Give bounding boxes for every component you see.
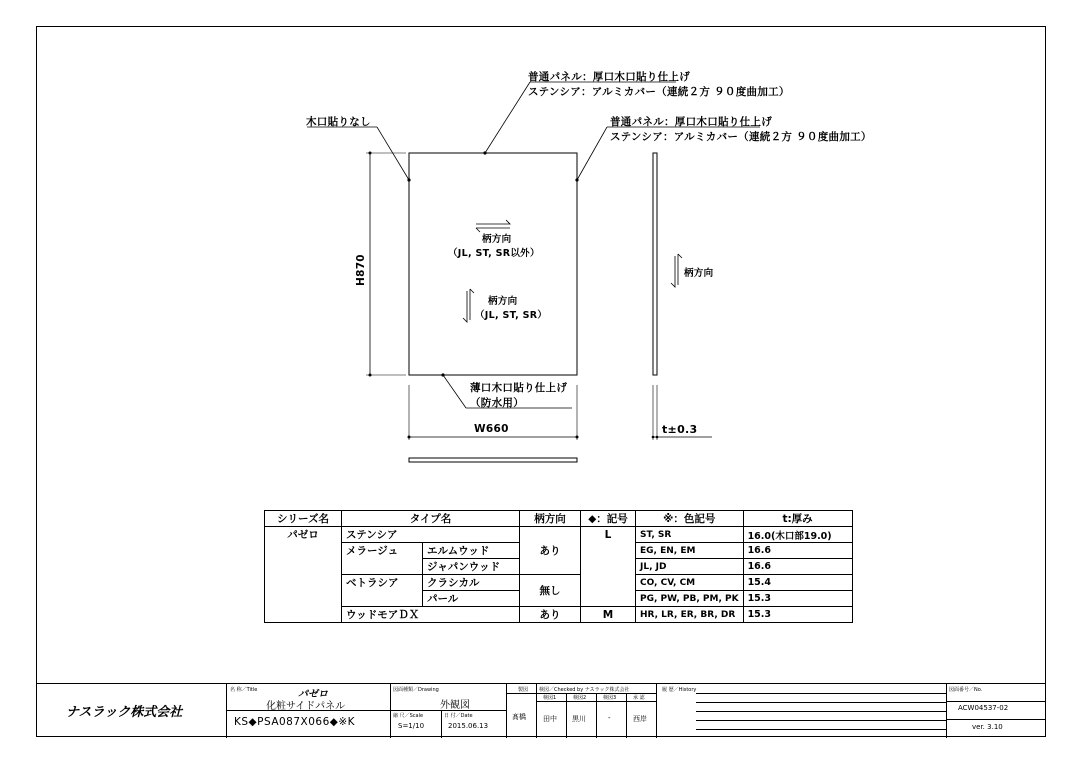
title: パゼロ bbox=[298, 689, 328, 700]
title-block bbox=[36, 683, 1046, 738]
grain-v-label: 柄方向 bbox=[488, 296, 518, 307]
callout-bottom-line2: （防水用） bbox=[470, 397, 524, 409]
header-grain: 柄方向 bbox=[520, 511, 581, 527]
type-name: ウッドモアＤＸ bbox=[342, 607, 520, 623]
subtitle: 化粧サイドパネル bbox=[266, 701, 346, 712]
type-name: メラージュ bbox=[342, 543, 423, 559]
check-label: 検図／Checked by ナスラック株式会社 bbox=[539, 687, 630, 693]
callout-bottom-line1: 薄口木口貼り仕上げ bbox=[470, 382, 568, 394]
type-sub: ジャパンウッド bbox=[423, 559, 520, 575]
scale: S=1/10 bbox=[398, 722, 425, 730]
check1-name: 田中 bbox=[543, 715, 557, 723]
type-sub: エルムウッド bbox=[423, 543, 520, 559]
thickness: 15.4 bbox=[743, 575, 852, 591]
symbol-blank bbox=[581, 543, 636, 559]
type-sub: パール bbox=[423, 591, 520, 607]
header-symbol: ◆：記号 bbox=[581, 511, 636, 527]
table-row bbox=[265, 527, 853, 543]
callout-right-line1: 普通パネル：厚口木口貼り仕上げ bbox=[610, 116, 772, 128]
date-label: 日 付／Date bbox=[444, 713, 473, 719]
grain-side-label: 柄方向 bbox=[684, 268, 714, 279]
approve-label: 承 認 bbox=[633, 695, 645, 701]
thickness: 16.6 bbox=[743, 559, 852, 575]
grain-ari-1: あり bbox=[520, 527, 581, 575]
symbol-blank bbox=[581, 559, 636, 575]
thickness: 15.3 bbox=[743, 591, 852, 607]
approve-name: 西岸 bbox=[633, 715, 647, 723]
callout-top-line1: 普通パネル：厚口木口貼り仕上げ bbox=[528, 71, 690, 83]
scale-label: 縮 尺／Scale bbox=[393, 713, 424, 719]
panel-bottom-view bbox=[409, 458, 577, 462]
spec-table-header bbox=[265, 511, 853, 527]
color-code: ST, SR bbox=[636, 527, 744, 543]
color-code: EG, EN, EM bbox=[636, 543, 744, 559]
check2-name: 黒川 bbox=[572, 715, 586, 723]
version: ver. 3.10 bbox=[972, 723, 1003, 731]
spec-table bbox=[264, 510, 853, 623]
date: 2015.06.13 bbox=[448, 722, 489, 730]
callout-right-line2: ステンシア：アルミカバー（連続２方 ９０度曲加工） bbox=[610, 131, 872, 143]
company-logo: ナスラック株式会社 bbox=[66, 705, 183, 720]
callout-left: 木口貼りなし bbox=[306, 116, 371, 128]
thickness: 15.3 bbox=[743, 607, 852, 623]
color-code: JL, JD bbox=[636, 559, 744, 575]
header-type: タイプ名 bbox=[342, 511, 520, 527]
panel-side-view bbox=[653, 153, 657, 375]
callout-top-line2: ステンシア：アルミカバー（連続２方 ９０度曲加工） bbox=[528, 86, 790, 98]
panel-front-view bbox=[409, 153, 577, 375]
drawn-by: 髙橋 bbox=[512, 713, 526, 721]
drawing-label: 図面種類／Drawing bbox=[393, 687, 439, 693]
grain-nashi: 無し bbox=[520, 575, 581, 607]
grain-ari-2: あり bbox=[520, 607, 581, 623]
type-name: ステンシア bbox=[342, 527, 520, 543]
color-code: PG, PW, PB, PM, PK bbox=[636, 591, 744, 607]
type-name bbox=[342, 591, 423, 607]
check3-name: - bbox=[608, 714, 611, 722]
type-name: ベトラシア bbox=[342, 575, 423, 591]
header-series: シリーズ名 bbox=[265, 511, 342, 527]
thickness: 16.0(木口部19.0) bbox=[743, 527, 852, 543]
check3-label: 検図3 bbox=[603, 695, 617, 701]
header-thickness: t:厚み bbox=[743, 511, 852, 527]
history-label: 履 歴／History bbox=[662, 687, 697, 693]
grain-h-sub: （JL, ST, SR以外） bbox=[448, 248, 540, 259]
height-dimension: H870 bbox=[355, 254, 367, 286]
table-row bbox=[265, 607, 853, 623]
table-row bbox=[265, 575, 853, 591]
model-number: KS◆PSA087X066◆※K bbox=[234, 716, 356, 728]
series-name: パゼロ bbox=[265, 527, 342, 623]
symbol-blank bbox=[581, 591, 636, 607]
color-code: CO, CV, CM bbox=[636, 575, 744, 591]
doc-number: ACW04537-02 bbox=[958, 704, 1009, 712]
width-dimension: W660 bbox=[474, 423, 509, 435]
symbol-l: L bbox=[581, 527, 636, 543]
color-code: HR, LR, ER, BR, DR bbox=[636, 607, 744, 623]
grain-h-label: 柄方向 bbox=[482, 234, 512, 245]
check1-label: 検図1 bbox=[543, 695, 557, 701]
drawn-label: 製図 bbox=[518, 687, 529, 693]
grain-v-sub: （JL, ST, SR） bbox=[475, 310, 548, 321]
symbol-m: M bbox=[581, 607, 636, 623]
thickness-dimension: t±0.3 bbox=[662, 423, 698, 436]
thickness: 16.6 bbox=[743, 543, 852, 559]
check2-label: 検図2 bbox=[573, 695, 587, 701]
title-label: 名 称／Title bbox=[230, 687, 258, 693]
symbol-blank bbox=[581, 575, 636, 591]
type-name bbox=[342, 559, 423, 575]
header-color: ※：色記号 bbox=[636, 511, 744, 527]
drawing-type: 外観図 bbox=[440, 700, 470, 711]
type-sub: クラシカル bbox=[423, 575, 520, 591]
no-label: 図面番号／No. bbox=[949, 687, 983, 693]
